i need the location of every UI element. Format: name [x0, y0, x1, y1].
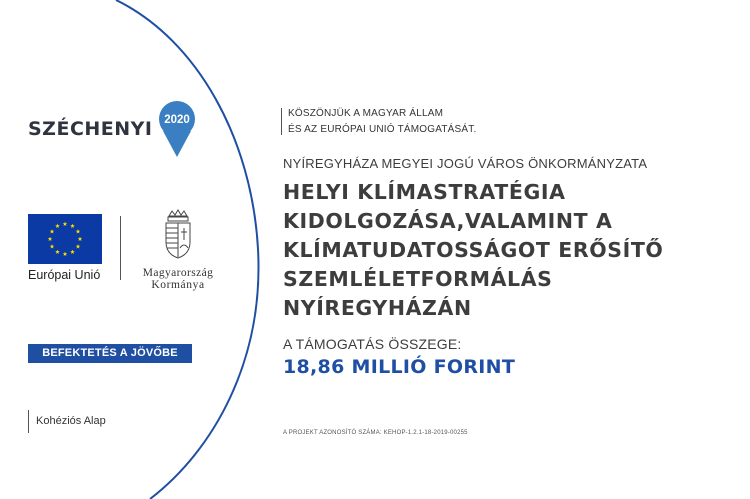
- project-title-line: NYÍREGYHÁZÁN: [283, 296, 472, 320]
- thanks-line-2: ÉS AZ EURÓPAI UNIÓ TÁMOGATÁSÁT.: [288, 124, 477, 135]
- project-title-line: HELYI KLÍMASTRATÉGIA: [283, 180, 566, 204]
- szechenyi-year: 2020: [163, 114, 190, 126]
- fund-divider: [28, 410, 29, 433]
- support-amount: 18,86 MILLIÓ FORINT: [283, 356, 516, 378]
- cohesion-fund-label: Kohéziós Alap: [36, 415, 106, 427]
- project-id: A PROJEKT AZONOSÍTÓ SZÁMA: KEHOP-1.2.1-18-2019-00255: [283, 430, 468, 436]
- thanks-divider: [281, 108, 282, 135]
- eu-logo: [28, 214, 102, 282]
- eu-flag-icon: [28, 214, 102, 264]
- project-title-line: SZEMLÉLETFORMÁLÁS: [283, 267, 553, 291]
- project-title-line: KLÍMATUDATOSSÁGOT ERŐSÍTŐ: [283, 238, 664, 262]
- beneficiary-name: NYÍREGYHÁZA MEGYEI JOGÚ VÁROS ÖNKORMÁNYZATA: [283, 156, 648, 171]
- thanks-line-1: KÖSZÖNJÜK A MAGYAR ÁLLAM: [288, 108, 444, 119]
- hungarian-government-logo: [130, 208, 226, 291]
- hungarian-coat-of-arms-icon: [161, 208, 195, 260]
- szechenyi-logo: [28, 101, 197, 157]
- eu-label: Európai Unió: [28, 268, 101, 282]
- investment-banner: BEFEKTETÉS A JÖVŐBE: [28, 344, 192, 363]
- hu-government-line2: Kormánya: [151, 279, 205, 291]
- support-amount-label: A TÁMOGATÁS ÖSSZEGE:: [283, 336, 462, 352]
- hu-government-line1: Magyarország: [142, 267, 214, 279]
- project-title-line: KIDOLGOZÁSA,VALAMINT A: [283, 209, 613, 233]
- logo-divider: [120, 216, 121, 280]
- szechenyi-pin-icon: [157, 97, 197, 157]
- szechenyi-wordmark: SZÉCHENYI: [28, 118, 153, 140]
- project-title: [283, 178, 683, 323]
